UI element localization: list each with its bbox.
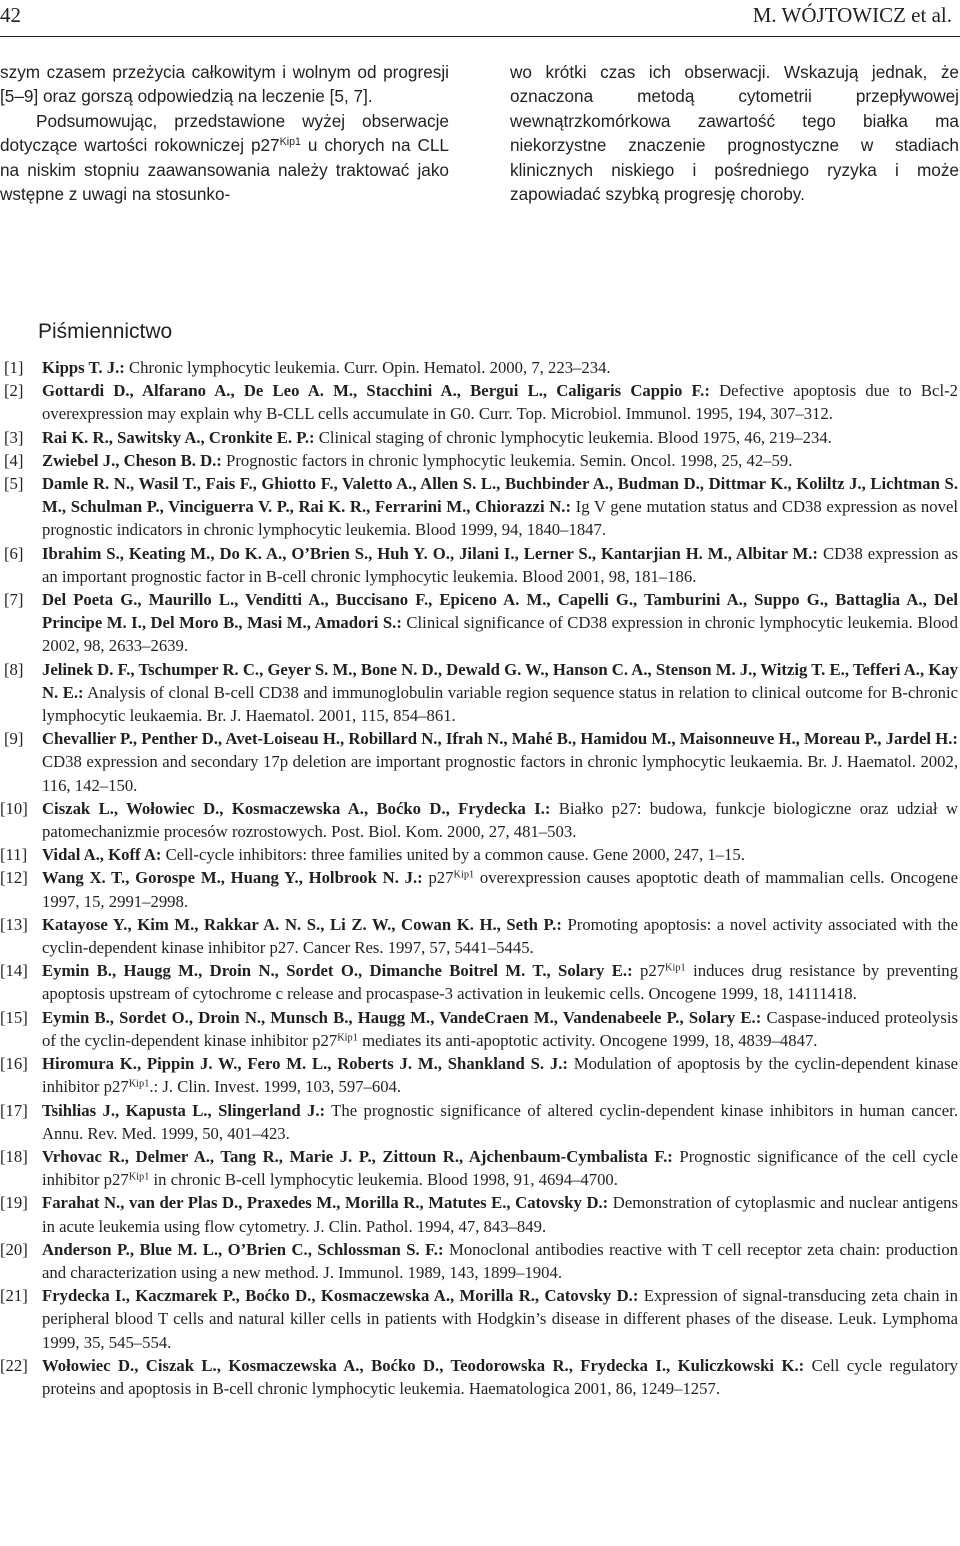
reference-authors: Eymin B., Sordet O., Droin N., Munsch B., Haugg M., VandeCraen M., Vandenabeele P., Solary E.: — [42, 1007, 762, 1027]
body-column-right — [510, 60, 959, 206]
reference-item — [0, 426, 958, 449]
reference-text: Prognostic factors in chronic lymphocytic leukemia. Semin. Oncol. 1998, 25, 42–59. — [221, 450, 793, 470]
reference-item — [0, 379, 958, 425]
reference-text: Demonstration of cytoplasmic and nuclear antigens in acute leukemia using flow cytometry. J. Clin. Pathol. 1994, 47, 843–849. — [42, 1193, 958, 1236]
reference-item — [0, 959, 958, 1005]
superscript-kip1: Kip1 — [337, 1032, 358, 1044]
superscript-kip1: Kip1 — [279, 136, 301, 149]
reference-number: [20] — [0, 1239, 28, 1259]
reference-number: [8] — [4, 659, 24, 679]
body-column-left — [0, 60, 449, 206]
reference-text: Expression of signal-transducing zeta chain in peripheral blood T cells and natural killer cells in patients with Hodgkin’s disease in different phases of the disease. Leuk. Lymphoma 1999, 35, 545–554. — [42, 1286, 958, 1352]
body-paragraph-2-continued: wo krótki czas ich obserwacji. Wskazują jednak, że oznaczona metodą cytometrii przepływowej wewnątrzkomórkowa zawartość tego białka ma niekorzystne znaczenie prognostyczne w stadiach klinicznych niskiego i pośredniego ryzyka i może zapowiadać szybką progresję choroby. — [510, 62, 959, 205]
reference-number: [14] — [0, 961, 28, 981]
reference-authors: Farahat N., van der Plas D., Praxedes M., Morilla R., Matutes E., Catovsky D.: — [42, 1193, 609, 1213]
reference-item — [0, 1006, 958, 1052]
reference-number: [22] — [0, 1355, 28, 1375]
body-paragraph-1: szym czasem przeżycia całkowitym i wolnym od progresji [5–9] oraz gorszą odpowiedzią na leczenie [5, 7]. — [0, 62, 449, 107]
reference-text: CD38 expression and secondary 17p deletion are important prognostic factors in chronic lymphocytic leukaemia. Br. J. Haematol. 2002, 116, 142–150. — [42, 752, 958, 795]
running-head: M. WÓJTOWICZ et al. — [752, 3, 952, 27]
reference-number: [15] — [0, 1007, 28, 1027]
reference-text: $p27^{Kip1}$ induces drug resistance by preventing apoptosis upstream of cytochrome c release and procaspase-3 activation in leukemic cells. Oncogene 1999, 18, 14111418. — [42, 961, 958, 1004]
reference-text: Cell cycle regulatory proteins and apoptosis in B-cell chronic lymphocytic leukemia. Haematologica 2001, 86, 1249–1257. — [42, 1355, 958, 1398]
reference-authors: Ciszak L., Wołowiec D., Kosmaczewska A., Boćko D., Frydecka I.: — [42, 798, 551, 818]
references-list — [0, 356, 958, 1400]
reference-item — [0, 449, 958, 472]
reference-text: Ig V gene mutation status and CD38 expression as novel prognostic indicators in chronic lymphocytic leukemia. Blood 1999, 94, 1840–1847. — [42, 497, 958, 540]
reference-authors: Del Poeta G., Maurillo L., Venditti A., Buccisano F., Epiceno A. M., Capelli G., Tamburini A., Suppo G., Battaglia A., Del Principe M. I., Del Moro B., Masi M., Amadori S.: — [42, 590, 958, 633]
reference-text: Białko p27: budowa, funkcje biologiczne oraz udział w patomechanizmie procesów rozrostowych. Post. Biol. Kom. 2000, 27, 481–503. — [42, 798, 958, 842]
reference-item — [0, 913, 958, 959]
reference-number: [21] — [0, 1286, 28, 1306]
reference-item — [0, 356, 958, 379]
reference-text: Caspase-induced proteolysis of the cyclin-dependent kinase inhibitor $p27^{Kip1}$ mediates its anti-apoptotic activity. Oncogene 1999, 18, 4839–4847. — [42, 1007, 958, 1050]
body-paragraph-2 — [0, 109, 449, 207]
references-heading: Piśmiennictwo — [38, 320, 173, 343]
body-paragraph-2-tail: u chorych na CLL na niskim stopniu zaawansowania należy traktować jako wstępne z uwagi na stosunko- — [0, 135, 449, 205]
reference-authors: Wang X. T., Gorospe M., Huang Y., Holbrook N. J.: — [42, 868, 423, 888]
reference-text: Clinical staging of chronic lymphocytic leukemia. Blood 1975, 46, 219–234. — [314, 427, 832, 447]
reference-number: [18] — [0, 1146, 28, 1166]
reference-number: [4] — [4, 450, 24, 470]
reference-number: [6] — [4, 543, 24, 563]
reference-authors: Tsihlias J., Kapusta L., Slingerland J.: — [42, 1100, 326, 1120]
reference-authors: Wołowiec D., Ciszak L., Kosmaczewska A., Boćko D., Teodorowska R., Frydecka I., Kuliczkowski K.: — [42, 1355, 805, 1375]
body-paragraph-2-text: Podsumowując, przedstawione wyżej obserwacje dotyczące wartości rokowniczej p27 — [0, 110, 449, 156]
reference-number: [10] — [0, 798, 28, 818]
reference-item — [0, 1284, 958, 1354]
reference-authors: Anderson P., Blue M. L., O’Brien C., Schlossman S. F.: — [42, 1239, 444, 1259]
reference-number: [16] — [0, 1054, 28, 1074]
reference-authors: Gottardi D., Alfarano A., De Leo A. M., Stacchini A., Bergui L., Caligaris Cappio F.: — [42, 381, 710, 401]
reference-authors: Hiromura K., Pippin J. W., Fero M. L., Roberts J. M., Shankland S. J.: — [42, 1054, 568, 1074]
reference-text: Defective apoptosis due to Bcl-2 overexpression may explain why B-CLL cells accumulate in G0. Curr. Top. Microbiol. Immunol. 1995, 194, 307–312. — [42, 381, 959, 424]
reference-item — [0, 727, 958, 797]
reference-item — [0, 1099, 958, 1145]
reference-authors: Kipps T. J.: — [42, 358, 125, 377]
reference-item — [0, 1191, 958, 1237]
reference-text: CD38 expression as an important prognostic factor in B-cell chronic lymphocytic leukemia. Blood 2001, 98, 181–186. — [42, 543, 959, 586]
reference-authors: Eymin B., Haugg M., Droin N., Sordet O., Dimanche Boitrel M. T., Solary E.: — [42, 961, 633, 981]
page-header — [0, 0, 960, 38]
reference-text: Promoting apoptosis: a novel activity associated with the cyclin-dependent kinase inhibitor p27. Cancer Res. 1997, 57, 5441–5445. — [42, 914, 958, 958]
superscript-kip1: Kip1 — [128, 1078, 150, 1090]
reference-number: [11] — [0, 845, 28, 865]
reference-item — [0, 1238, 958, 1284]
page-number: 42 — [0, 3, 21, 27]
superscript-kip1: Kip1 — [128, 1171, 150, 1183]
reference-text: Chronic lymphocytic leukemia. Curr. Opin. Hematol. 2000, 7, 223–234. — [124, 358, 611, 377]
reference-authors: Frydecka I., Kaczmarek P., Boćko D., Kosmaczewska A., Morilla R., Catovsky D.: — [42, 1286, 639, 1306]
header-rule — [0, 36, 960, 37]
reference-number: [5] — [4, 474, 24, 494]
reference-number: [3] — [4, 427, 24, 447]
reference-text: The prognostic significance of altered cyclin-dependent kinase inhibitors in human cancer. Annu. Rev. Med. 1999, 50, 401–423. — [42, 1100, 958, 1143]
reference-number: [7] — [4, 590, 24, 610]
reference-number: [2] — [4, 381, 24, 401]
reference-text: Prognostic significance of the cell cycle inhibitor $p27^{Kip1}$ in chronic B-cell lymphocytic leukemia. Blood 1998, 91, 4694–4700. — [42, 1146, 958, 1190]
reference-text: Analysis of clonal B-cell CD38 and immunoglobulin variable region sequence status in relation to clinical outcome for B-chronic lymphocytic leukaemia. Br. J. Haematol. 2001, 115, 854–861. — [42, 682, 958, 726]
reference-item — [0, 1354, 958, 1400]
reference-number: [19] — [0, 1193, 28, 1213]
reference-authors: Jelinek D. F., Tschumper R. C., Geyer S. M., Bone N. D., Dewald G. W., Hanson C. A., Stenson M. J., Witzig T. E., Tefferi A., Kay N. E.: — [42, 659, 958, 702]
reference-authors: Katayose Y., Kim M., Rakkar A. N. S., Li Z. W., Cowan K. H., Seth P.: — [42, 914, 562, 934]
reference-text: $p27^{Kip1}$ overexpression causes apoptotic death of mammalian cells. Oncogene 1997, 15, 2991–2998. — [42, 868, 958, 911]
reference-number: [12] — [0, 868, 28, 888]
reference-authors: Ibrahim S., Keating M., Do K. A., O’Brien S., Huh Y. O., Jilani I., Lerner S., Kantarjian H. M., Albitar M.: — [42, 543, 818, 563]
reference-authors: Damle R. N., Wasil T., Fais F., Ghiotto F., Valetto A., Allen S. L., Buchbinder A., Budman D., Dittmar K., Koliltz J., Lichtman S. M., Schulman P., Vinciguerra V. P., Rai K. R., Ferrarini M., Chiorazzi N.: — [42, 474, 958, 517]
reference-authors: Chevallier P., Penther D., Avet-Loiseau H., Robillard N., Ifrah N., Mahé B., Hamidou M., Maisonneuve H., Moreau P., Jardel H.: — [42, 729, 958, 749]
reference-authors: Zwiebel J., Cheson B. D.: — [42, 450, 222, 470]
reference-item — [0, 1052, 958, 1098]
reference-text: Modulation of apoptosis by the cyclin-dependent kinase inhibitor $p27^{Kip1}$.: J. Clin. Invest. 1999, 103, 597–604. — [42, 1054, 958, 1097]
reference-item — [0, 472, 958, 542]
reference-number: [17] — [0, 1100, 28, 1120]
reference-item — [0, 843, 958, 866]
reference-number: [9] — [4, 729, 24, 749]
superscript-kip1: Kip1 — [453, 869, 475, 881]
reference-item — [0, 797, 958, 843]
reference-item — [0, 866, 958, 912]
reference-authors: Vrhovac R., Delmer A., Tang R., Marie J. P., Zittoun R., Ajchenbaum-Cymbalista F.: — [42, 1146, 673, 1166]
reference-authors: Vidal A., Koff A: — [42, 845, 162, 865]
reference-item — [0, 658, 958, 728]
reference-item — [0, 588, 958, 658]
reference-item — [0, 542, 958, 588]
reference-text: Cell-cycle inhibitors: three families united by a common cause. Gene 2000, 247, 1–15. — [161, 845, 745, 865]
reference-text: Monoclonal antibodies reactive with T cell receptor zeta chain: production and characterization using a new method. J. Immunol. 1989, 143, 1899–1904. — [42, 1239, 959, 1282]
reference-item — [0, 1145, 958, 1191]
reference-authors: Rai K. R., Sawitsky A., Cronkite E. P.: — [42, 427, 315, 447]
reference-number: [13] — [0, 914, 28, 934]
superscript-kip1: Kip1 — [665, 962, 686, 974]
reference-number: [1] — [4, 358, 24, 377]
reference-text: Clinical significance of CD38 expression in chronic lymphocytic leukemia. Blood 2002, 98, 2633–2639. — [42, 613, 958, 656]
